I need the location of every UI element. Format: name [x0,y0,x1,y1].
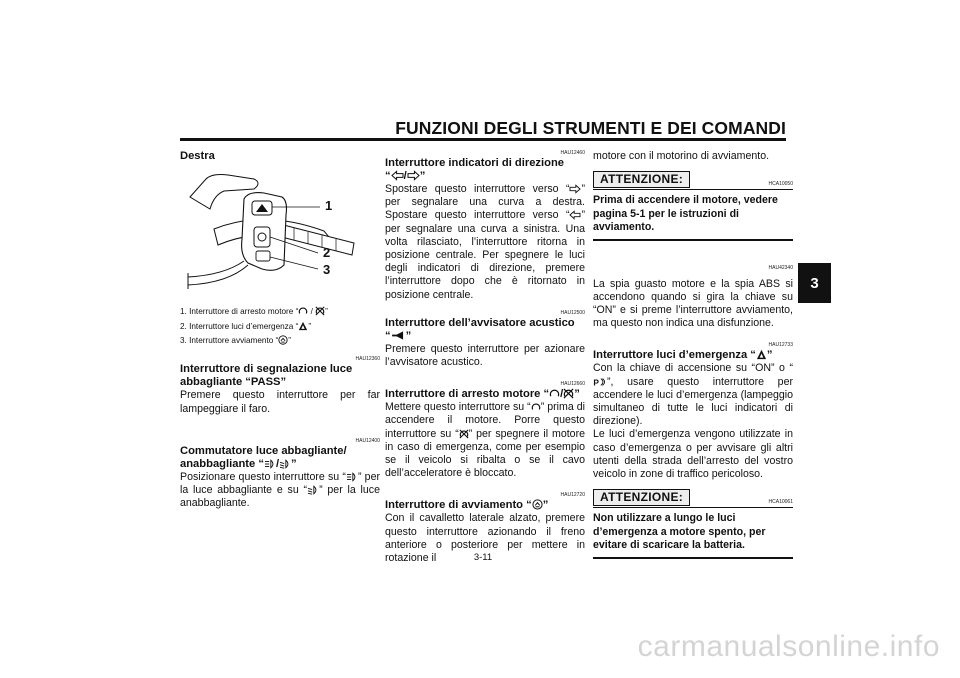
heading-turn-signal-switch: Interruttore indicatori di direzione “ / ” [385,157,565,182]
ref-code: HAU12400 [355,437,380,444]
body-engine-stop-switch: Mettere questo interruttore su “ ” prima di accendere il motore. Porre questo interruttore su “ ” per spegnere il motore in caso di emergenza, come per esempio se il veicolo si ribalta o se il cavo dell’acceleratore è bloccato. [385,401,586,480]
engine-run-icon [531,402,541,412]
caution-badge: ATTENZIONE: [593,171,690,188]
body-warning-lights: La spia guasto motore e la spia ABS si accendono quando si gira la chiave su “ON” e si preme l’interruttore avviamento, ma questo non indica una disfunzione. [593,277,793,330]
turn-left-arrow-icon [391,170,404,181]
ref-code: HAU12733 [768,342,793,349]
page-number: 3-11 [473,552,493,563]
watermark: carmanualsonline.info [637,630,940,663]
ref-code: HAU12460 [560,150,585,156]
body-horn-switch: Premere questo interruttore per azionare l’avvisatore acustico. [385,342,585,369]
ref-code: HAU12360 [355,356,380,363]
ref-code: HCA10061 [768,499,793,506]
column-left [180,150,380,510]
high-beam-icon [264,459,276,469]
column-middle [385,150,585,565]
ref-code: HAU42340 [768,264,793,271]
heading-hazard-switch: Interruttore luci d’emergenza “ ” [593,349,773,362]
hazard-triangle-icon [298,321,308,331]
heading-pass-switch: Interruttore di segnalazione luce abbagliante “PASS” [180,363,353,389]
page-title: FUNZIONI DEGLI STRUMENTI E DEI COMANDI [395,118,786,138]
figure-label-3: 3 [323,262,331,278]
figure-label-2: 2 [323,245,331,261]
heading-horn-switch: Interruttore dell’avvisatore acustico “ ” [385,316,575,342]
engine-stop-icon [563,388,574,399]
low-beam-icon [307,485,319,495]
handlebar-switch-illustration [184,169,364,299]
caution-text: Non utilizzare a lungo le luci d’emergenza a motore spento, per evitare di scaricare la batteria. [593,512,766,552]
low-beam-icon [279,459,291,469]
engine-run-icon [549,388,560,399]
figure-label-1: 1 [325,198,333,214]
starter-icon [532,499,543,510]
high-beam-icon [346,472,358,482]
caution-header [593,163,793,188]
parking-icon [593,377,607,387]
turn-left-arrow-icon [569,210,581,220]
caption-3: 3. Interruttore avviamento “ ” [180,336,292,346]
figure-captions [180,305,380,348]
section-title-right: Destra [180,150,215,162]
body-hazard-switch: Con la chiave di accensione su “ON” o “”, usare questo interruttore per accendere le luci d’emergenza (lampeggio simultaneo di tutte le luci indicatori di direzione). [593,362,793,428]
turn-right-arrow-icon [407,170,420,181]
horn-icon [391,330,406,341]
caption-2: 2. Interruttore luci d’emergenza “ ” [180,321,312,331]
heading-dimmer-switch: Commutatore luce abbagliante/ anabbagliante “ / ” [180,444,347,470]
caution-header [593,481,793,506]
caution-rule-top [593,507,793,508]
body-dimmer-switch: Posizionare questo interruttore su “ ” per la luce abbagliante e su “ ” per la luce anabbagliante. [180,470,380,510]
heading-start-switch: Interruttore di avviamento “ ” [385,499,549,512]
body-turn-signal-switch: Spostare questo interruttore verso “ ” per segnalare una curva a destra. Spostare questo interruttore verso “ ” per segnalare una curva a sinistra. Una volta rilasciato, l’interruttore ritorna in posizione centrale. Per spegnere le luci degli indicatori di direzione, premere l’interruttore dopo che è ritornato in posizione centrale. [385,183,585,301]
chapter-tab: 3 [798,263,831,303]
body-start-switch: Con il cavalletto laterale alzato, premere questo interruttore azionando il freno anteriore o posteriore per mettere in rotazione il [385,512,585,565]
starter-icon [278,335,288,345]
body-pass-switch: Premere questo interruttore per far lampeggiare il faro. [180,389,380,415]
caution-rule-bottom [593,239,793,241]
caution-text: Prima di accendere il motore, vedere pagina 5-1 per le istruzioni di avviamento. [593,194,778,234]
engine-run-icon [298,306,308,316]
heading-engine-stop-switch: Interruttore di arresto motore “ / ” [385,388,580,401]
column-right [593,150,793,563]
engine-stop-icon [459,429,469,439]
caution-rule-top [593,189,793,190]
ref-code: HAU12500 [560,309,585,316]
ref-code: HAU12660 [560,381,585,388]
caution-rule-bottom [593,557,793,559]
title-rule [180,138,786,141]
engine-stop-icon [315,306,325,316]
ref-code: HAU12720 [560,492,585,499]
caution-badge: ATTENZIONE: [593,489,690,506]
turn-right-arrow-icon [569,184,581,194]
handlebar-switch-drawing [184,169,364,299]
caption-1: 1. Interruttore di arresto motore “ / ” [180,307,328,317]
body-continuation: motore con il motorino di avviamento. [593,150,770,162]
hazard-triangle-icon [756,349,767,360]
body-hazard-usage: Le luci d’emergenza vengono utilizzate in caso d’emergenza o per avvisare gli altri utenti della strada dell’arresto del vostro veicolo in zone di traffico pericoloso. [593,428,793,481]
ref-code: HCA10050 [768,181,793,188]
